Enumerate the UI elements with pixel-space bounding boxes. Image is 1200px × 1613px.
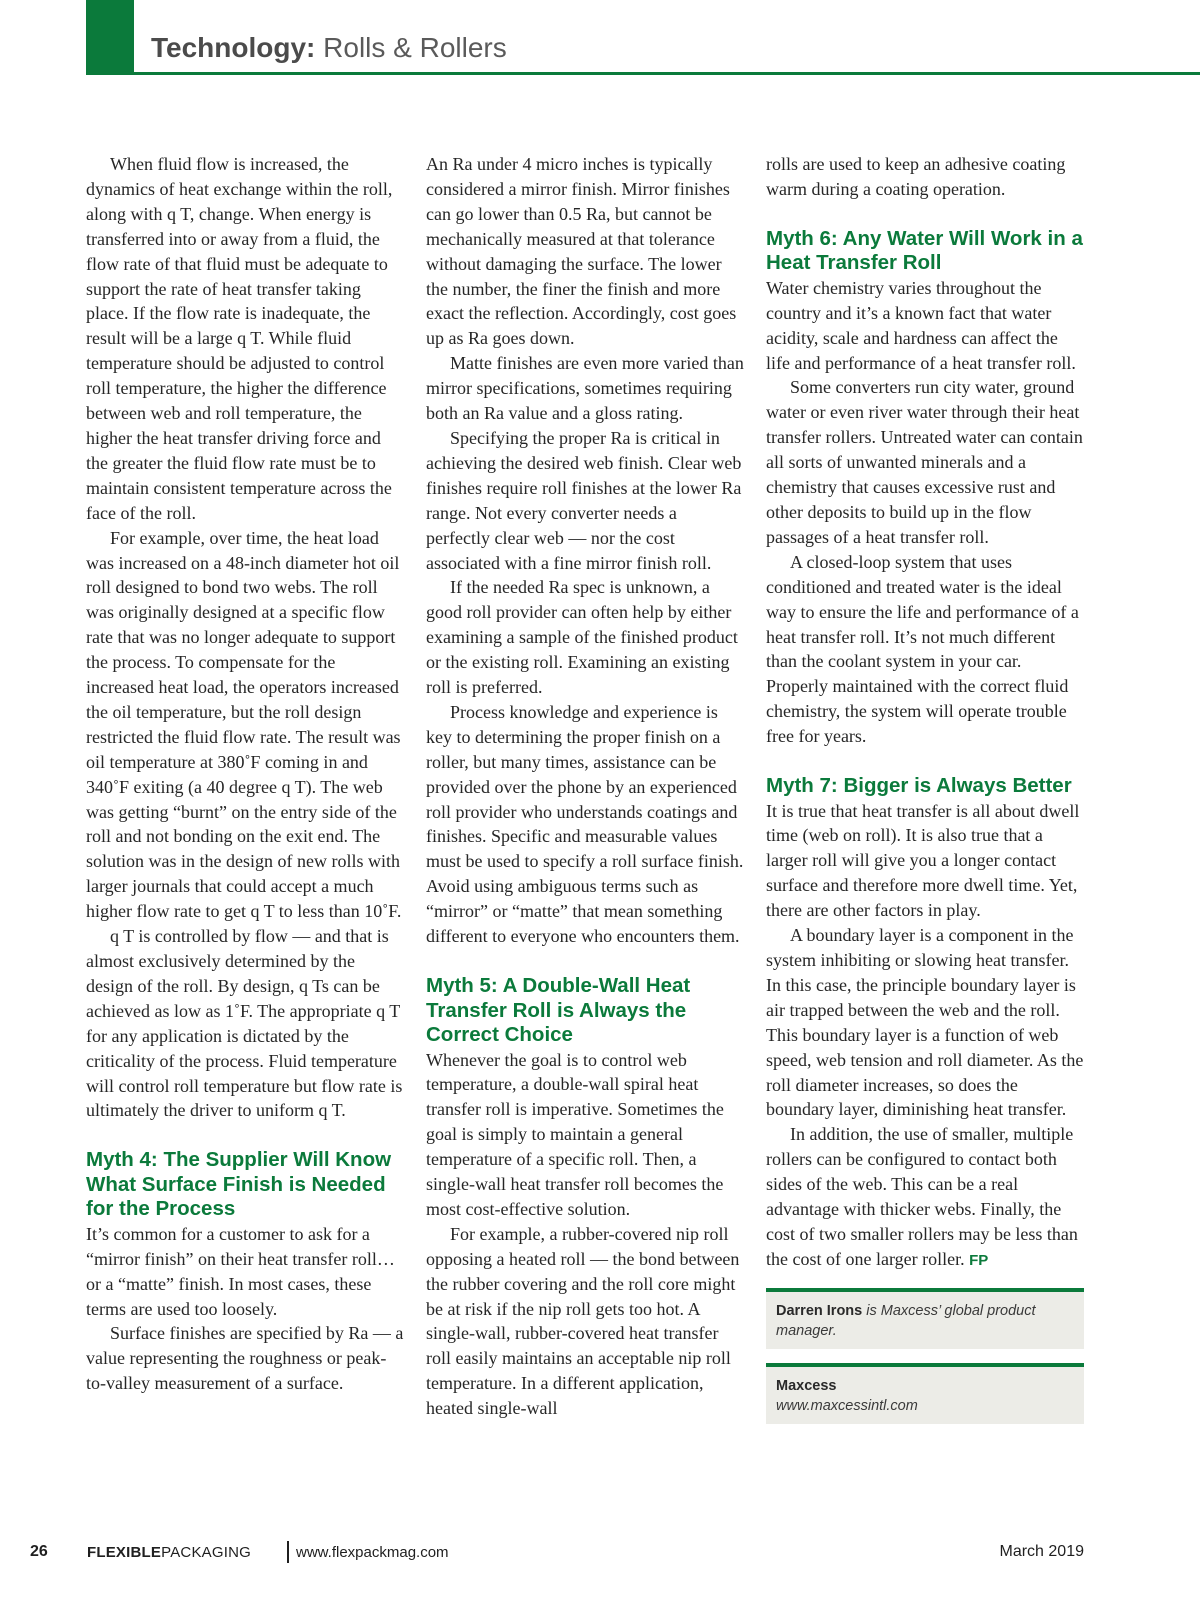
section-topic: Rolls & Rollers — [323, 32, 507, 63]
page-number: 26 — [30, 1543, 48, 1560]
paragraph: It’s common for a customer to ask for a “mirror finish” on their heat transfer roll… or a “matte” finish. In most cases, these terms are used too loosely. — [86, 1223, 395, 1319]
footer-separator — [287, 1541, 289, 1563]
header-rule — [86, 72, 1200, 75]
column-2 — [426, 152, 744, 1421]
brand-bold: FLEXIBLE — [87, 1544, 162, 1561]
magazine-brand — [87, 1544, 251, 1561]
page-footer — [0, 1543, 1200, 1565]
header-accent-bar — [86, 0, 134, 74]
paragraph: Some converters run city water, ground water or even river water through their heat transfer rollers. Untreated water can contain all sorts of unwanted minerals and a chemistry that causes excessive rust and other deposits to build up in the flow passages of a heat transfer roll. — [766, 377, 1083, 547]
author-name: Darren Irons — [776, 1302, 863, 1319]
column-3 — [766, 152, 1084, 1424]
issue-date: March 2019 — [999, 1543, 1084, 1560]
company-box — [766, 1363, 1084, 1424]
myth-7-heading: Myth 7: Bigger is Always Better — [766, 774, 1072, 798]
myth-6-heading: Myth 6: Any Water Will Work in a Heat Transfer Roll — [766, 226, 1083, 275]
paragraph: Process knowledge and experience is key to determining the proper finish on a roller, but many times, assistance can be provided over the phone by an experienced roll provider who understands coatings and finishes. Specific and measurable values must be used to specify a roll surface finish. Avoid using ambiguous terms such as “mirror” or “matte” that mean something different to everyone who encounters them. — [426, 701, 744, 947]
paragraph: A boundary layer is a component in the system inhibiting or slowing heat transfer. In this case, the principle boundary layer is air trapped between the web and the roll. This boundary layer is a function of web speed, web tension and roll diameter. As the roll diameter increases, so does the boundary layer, diminishing heat transfer. — [766, 925, 1084, 1120]
paragraph: q T is controlled by flow — and that is almost exclusively determined by the design of the roll. By design, q Ts can be achieved as low as 1˚F. The appropriate q T for any application is dictated by the criticality of the process. Fluid temperature will control roll temperature but flow rate is ultimately the driver to uniform q T. — [86, 926, 403, 1121]
paragraph: When fluid flow is increased, the dynamics of heat exchange within the roll, along with q T, change. When energy is transferred into or away from a fluid, the flow rate of that fluid must be adequate to support the rate of heat transfer taking place. If the flow rate is inadequate, the result will be a large q T. While fluid temperature should be adjusted to control roll temperature, the higher the difference between web and roll temperature, the higher the heat transfer driving force and the greater the fluid flow rate must be to maintain consistent temperature across the face of the roll. — [86, 154, 393, 523]
magazine-url[interactable]: www.flexpackmag.com — [296, 1544, 449, 1561]
column-1 — [86, 152, 404, 1396]
myth-5-heading: Myth 5: A Double-Wall Heat Transfer Roll is Always the Correct Choice — [426, 974, 691, 1046]
author-title: is Maxcess’ global product manager. — [776, 1302, 1036, 1339]
company-url[interactable]: www.maxcessintl.com — [776, 1397, 918, 1414]
section-title — [151, 28, 507, 68]
paragraph-text: In addition, the use of smaller, multiple rollers can be configured to contact both sides of the web. This can be a real advantage with thicker webs. Finally, the cost of two smaller rollers may be less than the cost of one larger roller. — [766, 1124, 1078, 1269]
paragraph: It is true that heat transfer is all about dwell time (web on roll). It is also true that a larger roll will give you a longer contact surface and therefore more dwell time. Yet, there are other factors in play. — [766, 800, 1080, 921]
paragraph: An Ra under 4 micro inches is typically considered a mirror finish. Mirror finishes can go lower than 0.5 Ra, but cannot be mechanically measured at that tolerance without damaging the surface. The lower the number, the finer the finish and more exact the reflection. Accordingly, cost goes up as Ra goes down. — [426, 154, 737, 349]
paragraph: Whenever the goal is to control web temperature, a double-wall spiral heat transfer roll is imperative. Sometimes the goal is simply to maintain a general temperature of a specific roll. Then, a single-wall heat transfer roll becomes the most cost-effective solution. — [426, 1049, 724, 1219]
company-name: Maxcess — [776, 1377, 837, 1394]
paragraph: Surface finishes are specified by Ra — a value representing the roughness or peak-to-valley measurement of a surface. — [86, 1323, 404, 1394]
paragraph: Water chemistry varies throughout the country and it’s a known fact that water acidity, scale and hardness can affect the life and performance of a heat transfer roll. — [766, 277, 1076, 373]
myth-4-heading: Myth 4: The Supplier Will Know What Surface Finish is Needed for the Process — [86, 1148, 392, 1221]
paragraph: For example, a rubber-covered nip roll opposing a heated roll — the bond between the rubber covering and the roll core might be at risk if the nip roll gets too hot. A single-wall, rubber-covered heat transfer roll easily maintains an acceptable nip roll temperature. In a different application, heated single-wall — [426, 1223, 740, 1419]
paragraph: Specifying the proper Ra is critical in achieving the desired web finish. Clear web finishes require roll finishes at the lower Ra range. Not every converter needs a perfectly clear web — nor the cost associated with a fine mirror finish roll. — [426, 427, 742, 573]
brand-light: PACKAGING — [161, 1544, 251, 1561]
section-label: Technology: — [151, 32, 316, 63]
paragraph: If the needed Ra spec is unknown, a good roll provider can often help by either examining a sample of the finished product or the existing roll. Examining an existing roll is preferred. — [426, 577, 738, 698]
paragraph: A closed-loop system that uses conditioned and treated water is the ideal way to ensure the life and performance of a heat transfer roll. It’s not much different than the coolant system in your car. Properly maintained with the correct fluid chemistry, the system will operate trouble free for years. — [766, 551, 1079, 747]
paragraph: Matte finishes are even more varied than mirror specifications, sometimes requiring both an Ra value and a gloss rating. — [426, 353, 744, 424]
author-bio-box — [766, 1288, 1084, 1349]
end-mark: FP — [969, 1251, 989, 1269]
paragraph: For example, over time, the heat load was increased on a 48-inch diameter hot oil roll designed to bond two webs. The roll was originally designed at a specific flow rate that was no longer adequate to support the process. To compensate for the increased heat load, the operators increased the oil temperature, but the roll design restricted the fluid flow rate. The result was oil temperature at 380˚F coming in and 340˚F exiting (a 40 degree q T). The web was getting “burnt” on the entry side of the roll and not bonding on the exit end. The solution was in the design of new rolls with larger journals that could accept a much higher flow rate to get q T to less than 10˚F. — [86, 527, 402, 922]
paragraph — [766, 1122, 1084, 1273]
paragraph: rolls are used to keep an adhesive coating warm during a coating operation. — [766, 154, 1066, 199]
